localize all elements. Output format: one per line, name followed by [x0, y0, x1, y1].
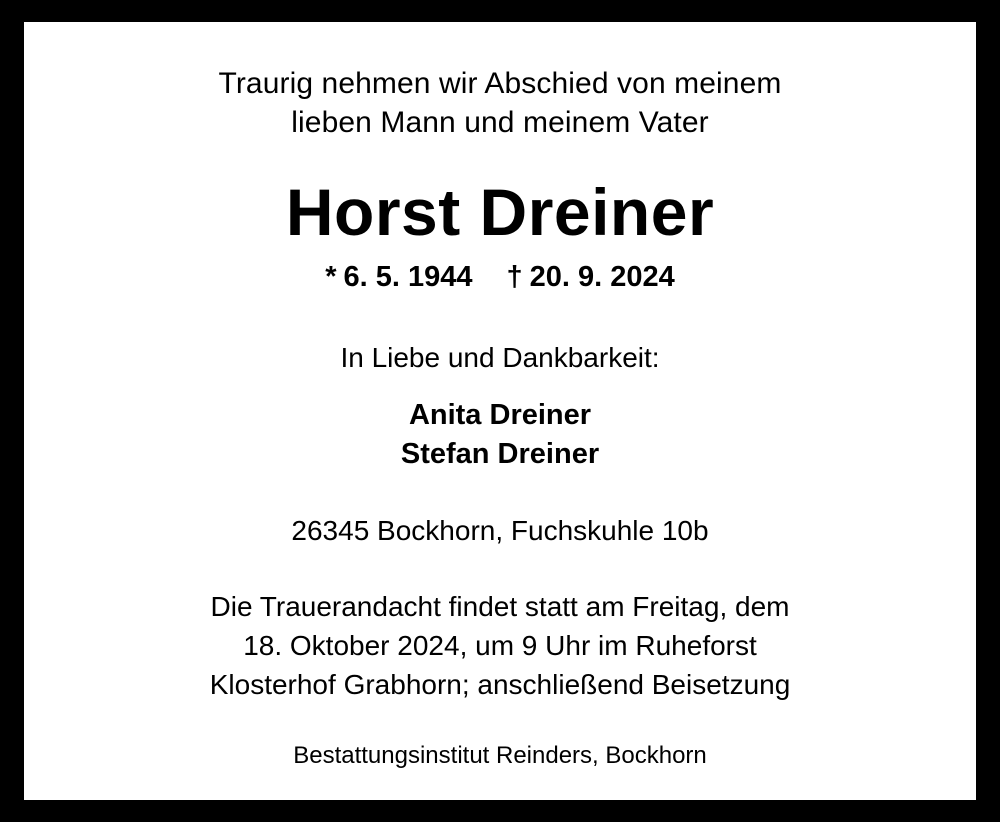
- service-line-1: Die Trauerandacht findet statt am Freitag, dem: [210, 590, 790, 622]
- birth-date-value: 6. 5. 1944: [343, 261, 473, 294]
- intro-line-1: Traurig nehmen wir Abschied von meinem: [218, 67, 782, 100]
- birth-date: [325, 261, 472, 294]
- birth-star-icon: *: [325, 261, 337, 294]
- address-text: 26345 Bockhorn, Fuchskuhle 10b: [291, 514, 709, 546]
- cross-icon: †: [506, 261, 523, 294]
- survivor-name: Anita Dreiner: [408, 399, 592, 432]
- dedication-text: In Liebe und Dankbarkeit:: [340, 342, 660, 374]
- service-line-3: Klosterhof Grabhorn; anschließend Beisetzung: [209, 668, 791, 700]
- intro-text: [219, 64, 782, 142]
- funeral-home-text: Bestattungsinstitut Reinders, Bockhorn: [293, 742, 707, 770]
- intro-line-2: lieben Mann und meinem Vater: [291, 106, 709, 139]
- survivor-name: Stefan Dreiner: [400, 438, 600, 471]
- death-date-value: 20. 9. 2024: [529, 261, 675, 294]
- death-date: [507, 261, 675, 294]
- service-line-2: 18. Oktober 2024, um 9 Uhr im Ruheforst: [243, 629, 757, 661]
- deceased-name: Horst Dreiner: [285, 175, 715, 249]
- survivors-list: [401, 396, 599, 474]
- life-dates: [325, 261, 675, 294]
- obituary-notice: [24, 22, 976, 800]
- service-details: [210, 587, 791, 705]
